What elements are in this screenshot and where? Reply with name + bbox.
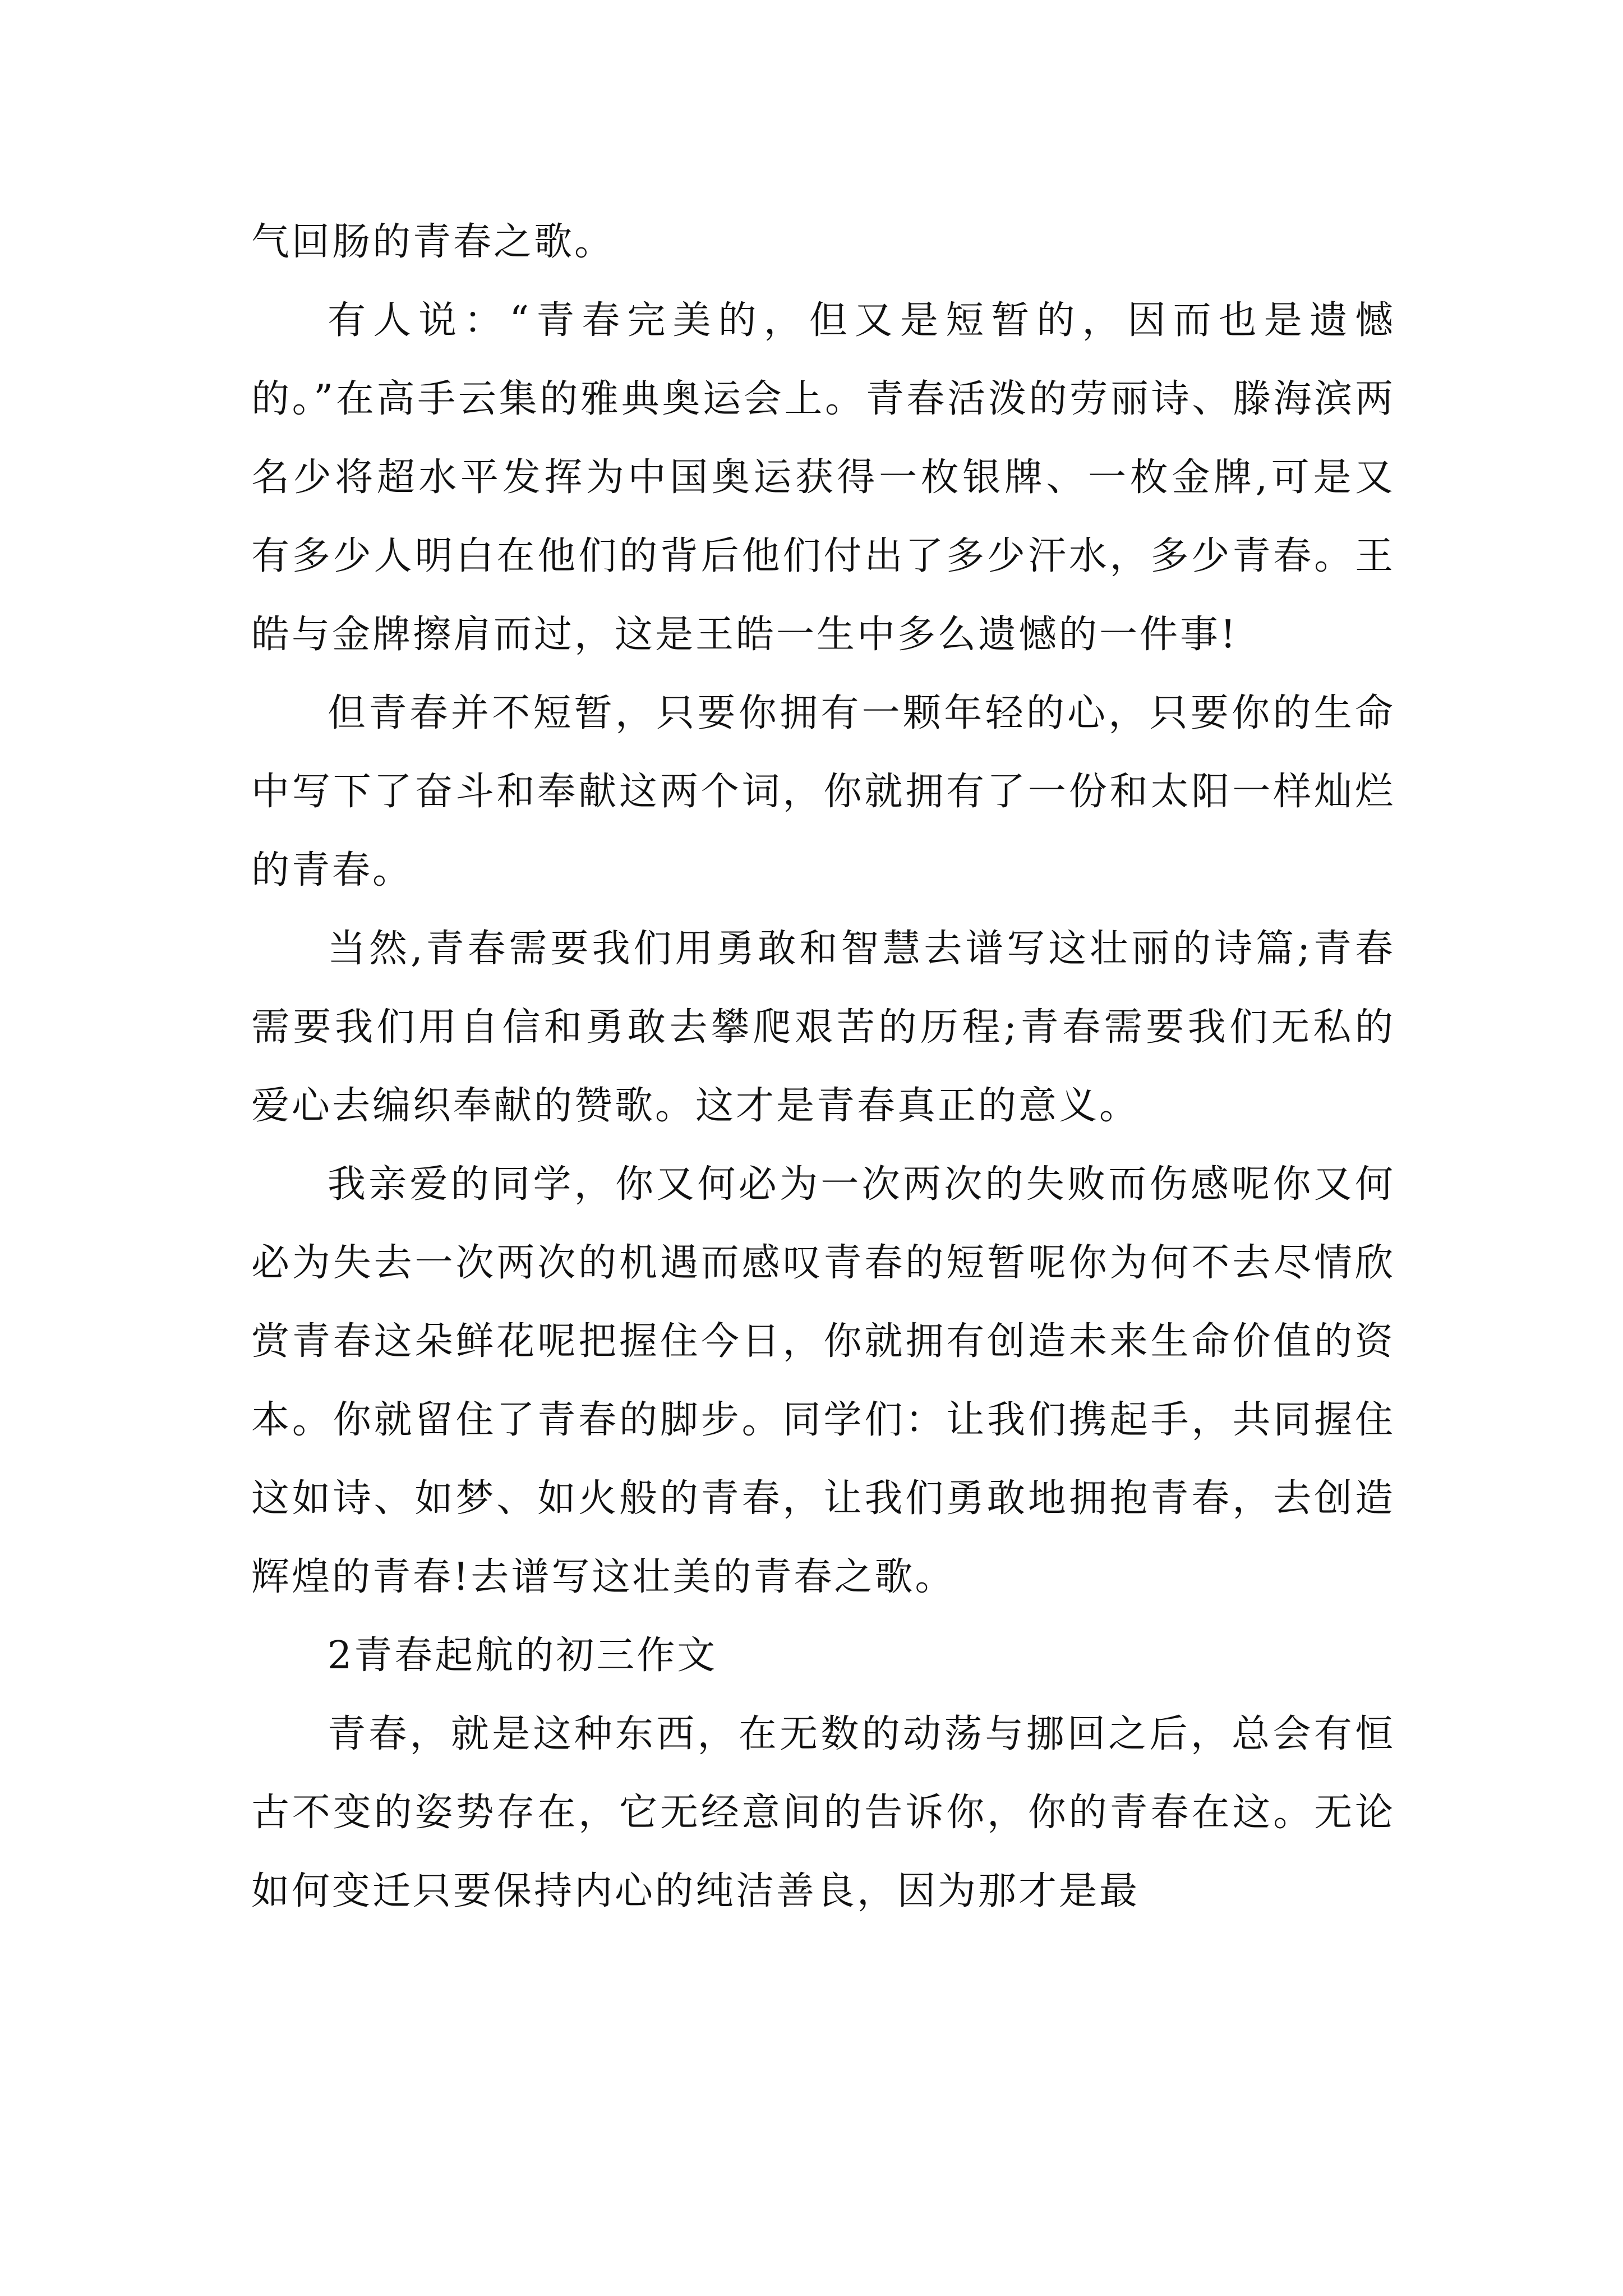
section-heading: 2青春起航的初三作文 <box>328 1634 718 1678</box>
paragraph-2: 有人说：“青春完美的，但又是短暂的，因而也是遗憾的。”在高手云集的雅典奥运会上。青春活泼的劳丽诗、滕海滨两名少将超水平发挥为中国奥运获得一枚银牌、一枚金牌,可是又有多少人明白在他们的背后他们付出了多少汗水，多少青春。王皓与金牌擦肩而过，这是王皓一生中多么遗憾的一件事! <box>251 298 1395 657</box>
paragraph-4: 当然,青春需要我们用勇敢和智慧去谱写这壮丽的诗篇;青春需要我们用自信和勇敢去攀爬艰苦的历程;青春需要我们无私的爱心去编织奉献的赞歌。这才是青春真正的意义。 <box>251 927 1395 1128</box>
paragraph-1: 气回肠的青春之歌。 <box>251 220 615 264</box>
paragraph-3: 但青春并不短暂，只要你拥有一颗年轻的心，只要你的生命中写下了奋斗和奉献这两个词，你就拥有了一份和太阳一样灿烂的青春。 <box>251 691 1395 892</box>
paragraph-6: 青春，就是这种东西，在无数的动荡与挪回之后，总会有恒古不变的姿势存在，它无经意间的告诉你，你的青春在这。无论如何变迁只要保持内心的纯洁善良，因为那才是最 <box>251 1712 1395 1913</box>
body-text <box>251 203 1395 1931</box>
paragraph-5: 我亲爱的同学，你又何必为一次两次的失败而伤感呢你又何必为失去一次两次的机遇而感叹青春的短暂呢你为何不去尽情欣赏青春这朵鲜花呢把握住今日，你就拥有创造未来生命价值的资本。你就留住了青春的脚步。同学们：让我们携起手，共同握住这如诗、如梦、如火般的青春，让我们勇敢地拥抱青春，去创造辉煌的青春!去谱写这壮美的青春之歌。 <box>251 1162 1395 1599</box>
